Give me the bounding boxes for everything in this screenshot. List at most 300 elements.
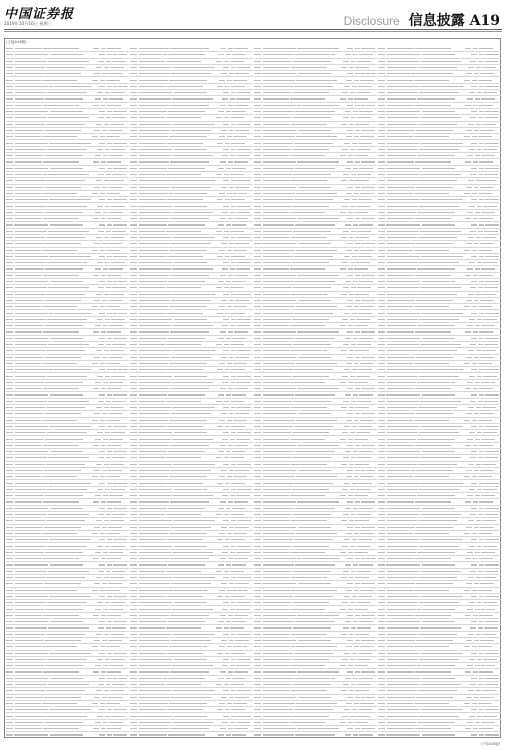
table-cell <box>355 218 360 219</box>
table-cell <box>130 281 137 282</box>
table-cell <box>224 571 229 572</box>
table-cell <box>15 495 44 496</box>
table-cell <box>387 413 415 414</box>
table-cell <box>479 445 493 446</box>
table-cell <box>378 401 385 402</box>
table-cell <box>104 294 109 295</box>
table-cell <box>15 350 45 351</box>
table-cell <box>223 577 229 578</box>
table-cell <box>231 149 236 150</box>
table-cell <box>342 716 348 717</box>
table-cell <box>47 602 87 603</box>
table-cell <box>298 413 332 414</box>
table-cell <box>263 709 293 710</box>
table-cell <box>480 73 494 74</box>
table-cell <box>138 262 172 263</box>
table-cell <box>387 306 413 307</box>
table-cell <box>355 413 360 414</box>
table-cell <box>224 344 229 345</box>
table-cell <box>469 489 475 490</box>
table-cell <box>254 117 261 118</box>
table-cell <box>346 476 352 477</box>
table-cell <box>139 130 170 131</box>
table-cell <box>100 646 105 647</box>
table-cell <box>475 609 480 610</box>
table-cell <box>130 508 137 509</box>
table-cell <box>130 420 137 421</box>
table-cell <box>479 331 493 332</box>
table-cell <box>254 489 261 490</box>
table-cell <box>387 268 416 269</box>
table-cell <box>237 464 251 465</box>
table-cell <box>378 539 385 540</box>
table-cell <box>483 376 497 377</box>
table-cell <box>293 117 331 118</box>
table-cell <box>474 243 479 244</box>
table-cell <box>378 546 385 547</box>
table-cell <box>485 451 499 452</box>
table-cell <box>358 596 372 597</box>
table-cell <box>94 583 100 584</box>
table-cell <box>50 621 84 622</box>
table-cell <box>99 621 105 622</box>
table-cell <box>139 80 168 81</box>
table-cell <box>6 451 13 452</box>
table-cell <box>45 382 83 383</box>
table-cell <box>415 275 451 276</box>
table-cell <box>130 665 137 666</box>
table-cell <box>263 627 292 628</box>
table-cell <box>15 331 42 332</box>
table-cell <box>254 168 261 169</box>
table-cell <box>225 199 230 200</box>
table-cell <box>102 697 107 698</box>
table-cell <box>378 180 385 181</box>
table-cell <box>354 439 368 440</box>
table-cell <box>107 275 121 276</box>
table-cell <box>15 646 41 647</box>
table-cell <box>378 671 385 672</box>
table-cell <box>231 709 245 710</box>
table-cell <box>478 571 483 572</box>
table-cell <box>254 451 261 452</box>
table-cell <box>342 262 348 263</box>
table-cell <box>263 609 289 610</box>
table-cell <box>234 105 248 106</box>
table-cell <box>105 319 110 320</box>
table-cell <box>340 609 346 610</box>
table-cell <box>476 577 481 578</box>
table-cell <box>484 344 498 345</box>
table-cell <box>108 243 122 244</box>
table-cell <box>479 709 484 710</box>
table-cell <box>107 54 112 55</box>
table-cell <box>387 432 418 433</box>
table-cell <box>387 671 414 672</box>
table-cell <box>100 306 105 307</box>
table-cell <box>351 117 356 118</box>
table-cell <box>263 722 289 723</box>
table-cell <box>359 734 373 735</box>
table-cell <box>139 155 171 156</box>
table-cell <box>139 231 165 232</box>
table-cell <box>378 464 385 465</box>
table-cell <box>415 388 451 389</box>
table-cell <box>263 476 295 477</box>
table-cell <box>47 546 87 547</box>
table-cell <box>139 627 165 628</box>
table-cell <box>378 445 385 446</box>
table-cell <box>174 602 208 603</box>
table-cell <box>478 174 483 175</box>
table-cell <box>254 250 261 251</box>
table-cell <box>104 577 109 578</box>
table-cell <box>110 180 124 181</box>
table-cell <box>107 388 121 389</box>
table-cell <box>387 653 420 654</box>
table-cell <box>476 67 481 68</box>
table-cell <box>352 596 357 597</box>
table-cell <box>130 533 137 534</box>
table-cell <box>351 287 356 288</box>
table-cell <box>49 653 91 654</box>
table-cell <box>43 558 79 559</box>
table-cell <box>481 722 495 723</box>
table-cell <box>350 489 355 490</box>
table-cell <box>297 728 339 729</box>
table-cell <box>237 407 251 408</box>
table-cell <box>422 111 456 112</box>
table-cell <box>236 609 250 610</box>
table-cell <box>106 684 111 685</box>
table-cell <box>15 80 41 81</box>
table-cell <box>415 501 451 502</box>
table-cell <box>387 401 419 402</box>
table-cell <box>263 143 293 144</box>
table-cell <box>378 281 385 282</box>
table-cell <box>42 250 77 251</box>
table-cell <box>139 199 166 200</box>
table-cell <box>130 98 137 99</box>
table-cell <box>471 54 477 55</box>
table-cell <box>415 105 451 106</box>
table-cell <box>479 143 484 144</box>
table-cell <box>354 363 359 364</box>
table-cell <box>130 678 137 679</box>
table-cell <box>15 124 45 125</box>
table-cell <box>229 130 234 131</box>
table-cell <box>482 634 496 635</box>
table-cell <box>94 357 100 358</box>
header-rule-thin <box>4 31 502 32</box>
table-cell <box>130 413 137 414</box>
table-cell <box>6 212 13 213</box>
table-cell <box>232 621 246 622</box>
table-cell <box>387 609 416 610</box>
table-cell <box>479 275 493 276</box>
table-cell <box>475 155 480 156</box>
table-cell <box>417 212 455 213</box>
table-cell <box>92 590 98 591</box>
table-cell <box>263 344 292 345</box>
table-cell <box>235 413 249 414</box>
table-cell <box>106 476 120 477</box>
table-cell <box>98 287 104 288</box>
table-cell <box>387 583 415 584</box>
table-cell <box>139 394 167 395</box>
table-cell <box>231 716 236 717</box>
table-cell <box>263 716 291 717</box>
table-cell <box>102 527 107 528</box>
table-cell <box>101 331 106 332</box>
table-cell <box>378 728 385 729</box>
table-cell <box>237 319 251 320</box>
table-cell <box>263 407 290 408</box>
table-cell <box>471 281 477 282</box>
table-cell <box>228 671 233 672</box>
table-cell <box>387 520 417 521</box>
table-cell <box>254 709 261 710</box>
table-cell <box>345 394 351 395</box>
table-cell <box>49 539 91 540</box>
table-cell <box>387 527 415 528</box>
table-cell <box>15 533 41 534</box>
table-cell <box>254 231 261 232</box>
table-cell <box>263 86 293 87</box>
table-cell <box>387 659 418 660</box>
table-cell <box>378 161 385 162</box>
table-cell <box>231 369 245 370</box>
table-cell <box>386 678 420 679</box>
table-cell <box>294 143 333 144</box>
table-cell <box>422 394 456 395</box>
table-cell <box>344 709 350 710</box>
table-cell <box>102 300 107 301</box>
table-cell <box>378 363 385 364</box>
table-cell <box>352 256 357 257</box>
table-cell <box>387 369 420 370</box>
table-cell <box>378 602 385 603</box>
table-cell <box>422 451 456 452</box>
table-cell <box>15 432 46 433</box>
table-cell <box>297 615 339 616</box>
table-cell <box>359 224 373 225</box>
table-cell <box>139 426 166 427</box>
table-cell <box>254 313 261 314</box>
table-cell <box>227 476 232 477</box>
table-cell <box>97 716 103 717</box>
table-cell <box>263 338 294 339</box>
table-cell <box>355 294 369 295</box>
table-cell <box>464 250 470 251</box>
table-cell <box>254 520 261 521</box>
table-cell <box>130 199 137 200</box>
table-cell <box>342 206 348 207</box>
table-cell <box>103 268 108 269</box>
table-cell <box>353 621 358 622</box>
table-cell <box>354 80 359 81</box>
table-cell <box>478 231 483 232</box>
table-cell <box>254 621 261 622</box>
table-cell <box>263 193 295 194</box>
table-cell <box>108 187 122 188</box>
table-cell <box>478 646 492 647</box>
table-cell <box>237 602 251 603</box>
table-cell <box>296 590 337 591</box>
table-cell <box>378 376 385 377</box>
table-cell <box>378 520 385 521</box>
table-cell <box>231 634 236 635</box>
table-cell <box>415 48 451 49</box>
table-cell <box>15 268 44 269</box>
table-cell <box>42 476 77 477</box>
table-cell <box>263 80 295 81</box>
table-cell <box>48 684 89 685</box>
table-cell <box>139 382 171 383</box>
table-cell <box>130 539 137 540</box>
table-cell <box>94 187 100 188</box>
table-cell <box>224 287 229 288</box>
table-cell <box>352 313 357 314</box>
table-cell <box>485 313 499 314</box>
table-cell <box>45 439 83 440</box>
table-cell <box>130 684 137 685</box>
table-cell <box>6 583 13 584</box>
table-cell <box>42 533 77 534</box>
table-cell <box>92 420 98 421</box>
table-cell <box>361 697 375 698</box>
table-cell <box>111 376 125 377</box>
table-cell <box>387 464 417 465</box>
table-cell <box>356 716 370 717</box>
table-cell <box>387 539 420 540</box>
table-cell <box>106 136 120 137</box>
table-cell <box>414 80 449 81</box>
table-cell <box>229 243 234 244</box>
table-cell <box>361 728 375 729</box>
table-cell <box>353 678 358 679</box>
table-cell <box>386 168 420 169</box>
table-cell <box>109 98 123 99</box>
table-cell <box>15 615 42 616</box>
table-cell <box>234 331 248 332</box>
table-cell <box>361 558 375 559</box>
table-cell <box>473 501 478 502</box>
table-cell <box>96 690 102 691</box>
table-cell <box>378 268 385 269</box>
table-cell <box>353 338 358 339</box>
table-cell <box>139 495 171 496</box>
table-cell <box>99 653 105 654</box>
table-cell <box>378 413 385 414</box>
table-cell <box>467 325 473 326</box>
table-cell <box>228 331 233 332</box>
table-cell <box>386 508 420 509</box>
table-cell <box>232 281 246 282</box>
table-cell <box>235 130 249 131</box>
table-cell <box>361 671 375 672</box>
table-cell <box>130 445 137 446</box>
table-cell <box>482 577 496 578</box>
table-cell <box>95 665 101 666</box>
table-cell <box>169 533 207 534</box>
table-cell <box>378 609 385 610</box>
table-cell <box>344 539 350 540</box>
table-cell <box>229 583 234 584</box>
table-cell <box>466 697 472 698</box>
table-cell <box>350 716 355 717</box>
table-cell <box>107 451 112 452</box>
table-cell <box>297 501 339 502</box>
table-cell <box>226 508 231 509</box>
table-cell <box>346 306 352 307</box>
table-cell <box>218 111 224 112</box>
table-cell <box>340 98 346 99</box>
table-cell <box>378 338 385 339</box>
table-cell <box>139 388 169 389</box>
table-cell <box>231 350 236 351</box>
table-cell <box>105 376 110 377</box>
table-cell <box>230 231 244 232</box>
table-cell <box>357 627 371 628</box>
table-cell <box>139 439 171 440</box>
table-cell <box>99 54 105 55</box>
table-cell <box>347 501 353 502</box>
table-cell <box>139 703 168 704</box>
table-cell <box>130 483 137 484</box>
table-cell <box>378 734 385 735</box>
table-cell <box>474 413 479 414</box>
table-cell <box>138 206 172 207</box>
table-cell <box>6 495 13 496</box>
table-cell <box>263 621 294 622</box>
table-cell <box>378 300 385 301</box>
table-cell <box>296 80 337 81</box>
table-cell <box>387 577 417 578</box>
table-cell <box>254 464 261 465</box>
table-cell <box>44 130 81 131</box>
table-cell <box>235 243 249 244</box>
table-cell <box>352 653 357 654</box>
table-cell <box>6 728 13 729</box>
table-cell <box>350 206 355 207</box>
table-cell <box>139 294 172 295</box>
table-cell <box>387 640 415 641</box>
table-cell <box>254 54 261 55</box>
table-cell <box>298 697 332 698</box>
table-cell <box>293 457 331 458</box>
table-cell <box>130 495 137 496</box>
table-cell <box>378 350 385 351</box>
table-cell <box>43 388 79 389</box>
table-cell <box>43 48 79 49</box>
table-cell <box>111 602 125 603</box>
table-cell <box>472 646 477 647</box>
table-cell <box>419 489 459 490</box>
table-cell <box>139 476 168 477</box>
table-cell <box>416 73 453 74</box>
table-cell <box>348 609 353 610</box>
table-cell <box>94 413 100 414</box>
table-cell <box>139 117 165 118</box>
table-cell <box>130 514 137 515</box>
table-cell <box>168 621 205 622</box>
table-cell <box>102 357 107 358</box>
table-cell <box>230 61 244 62</box>
table-cell <box>349 520 354 521</box>
table-cell <box>387 80 413 81</box>
table-cell <box>130 583 137 584</box>
